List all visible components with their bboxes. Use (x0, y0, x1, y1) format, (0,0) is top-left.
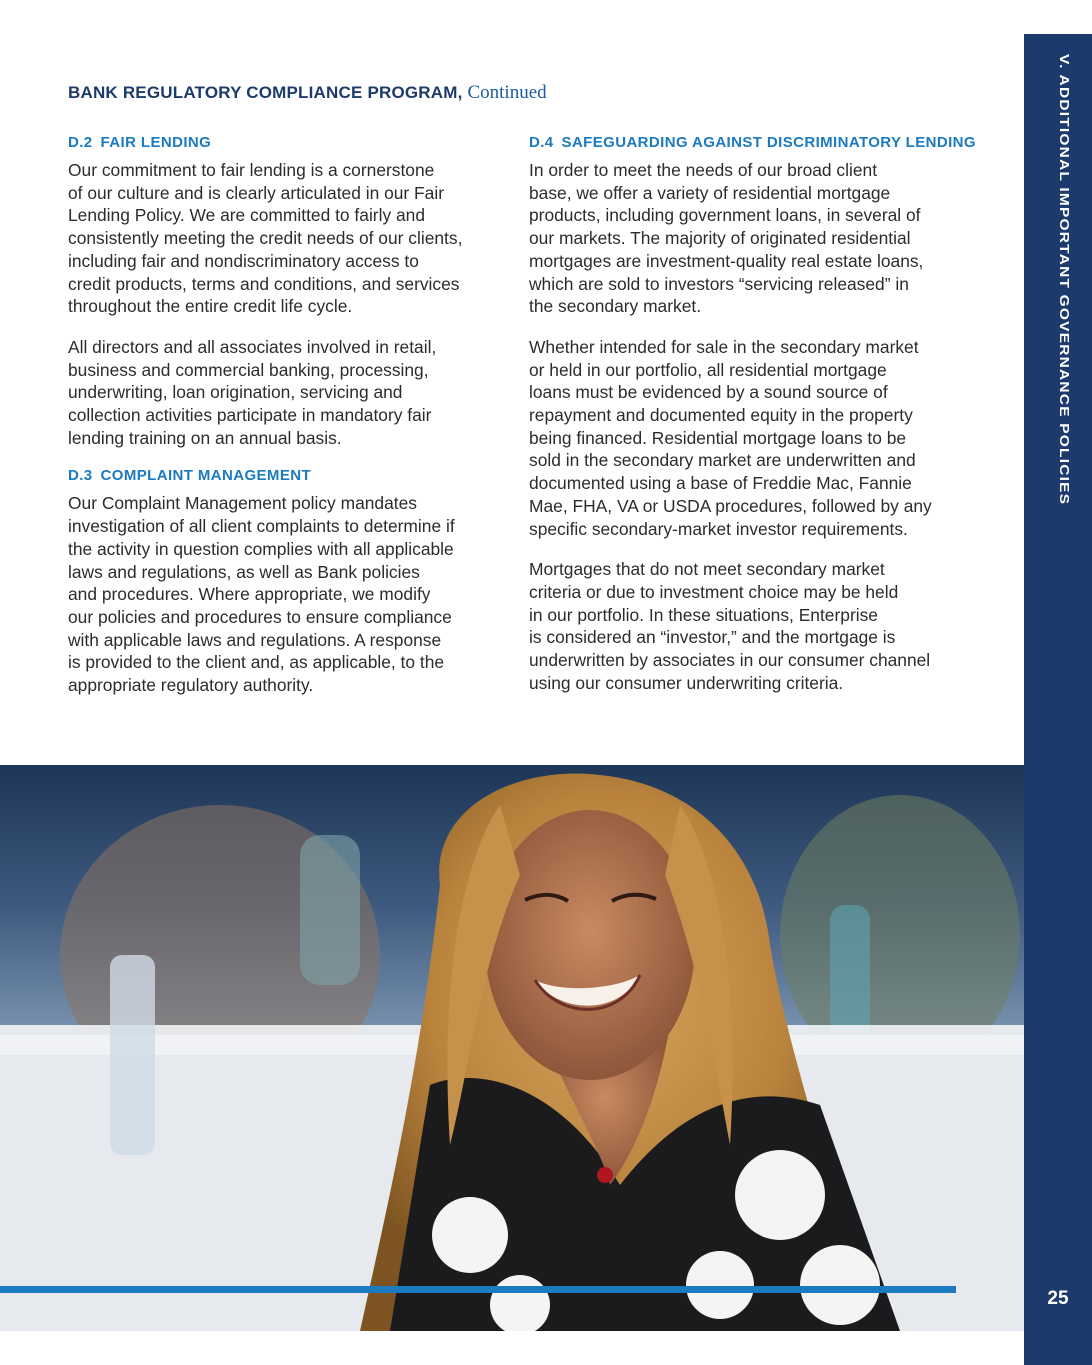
header-continued: Continued (467, 82, 547, 103)
section-title-text: FAIR LENDING (100, 134, 212, 151)
section-heading-d2 (68, 134, 508, 151)
paragraph: In order to meet the needs of our broad client base, we offer a variety of residential mortgage products, including government loans, in several of our markets. The majority of originated residential mortgages are investment-quality real estate loans, which are sold to investors “servicing released” in the secondary market. (529, 160, 924, 317)
accent-line (0, 1286, 956, 1293)
section-heading-d4 (529, 134, 976, 151)
header-title: BANK REGULATORY COMPLIANCE PROGRAM, (68, 83, 463, 102)
section-number: D.2 (68, 134, 93, 151)
section-number: D.3 (68, 467, 93, 485)
paragraph: Mortgages that do not meet secondary market criteria or due to investment choice may be held in our portfolio. In these situations, Enterprise is considered an “investor,” and the mortgage is underwritten by associates in our consumer channel using our consumer underwriting criteria. (529, 559, 931, 693)
page-header (68, 82, 547, 104)
section-title-text: COMPLAINT MANAGEMENT (100, 467, 312, 485)
page-number: 25 (1047, 1288, 1069, 1309)
paragraph: Our commitment to fair lending is a cornerstone of our culture and is clearly articulated in our Fair Lending Policy. We are committed to fairly and consistently meeting the credit needs of our clients, including fair and nondiscriminatory access to credit products, terms and conditions, and services throughout the entire credit life cycle. (68, 160, 463, 317)
left-column (68, 134, 508, 715)
section-title-text: SAFEGUARDING AGAINST DISCRIMINATORY LENDING (561, 134, 976, 151)
section-heading-d3 (68, 467, 508, 484)
photo-smiling-associate (0, 765, 1024, 1331)
section-title: V. ADDITIONAL IMPORTANT GOVERNANCE POLICIES (1056, 54, 1072, 506)
paragraph: Our Complaint Management policy mandates investigation of all client complaints to determine if the activity in question complies with all applicable laws and regulations, as well as Bank policies and procedures. Where appropriate, we modify our policies and procedures to ensure compliance with applicable laws and regulations. A response is provided to the client and, as applicable, to the appropriate regulatory authority. (68, 493, 455, 696)
photo-illustration (0, 765, 1024, 1331)
paragraph: All directors and all associates involved in retail, business and commercial banking, processing, underwriting, loan origination, servicing and collection activities participate in mandatory fair lending training on an annual basis. (68, 336, 437, 448)
right-column (529, 134, 976, 712)
section-number: D.4 (529, 134, 554, 151)
paragraph: Whether intended for sale in the secondary market or held in our portfolio, all residential mortgage loans must be evidenced by a sound source of repayment and documented equity in the property being financed. Residential mortgage loans to be sold in the secondary market are underwritten and documented using a base of Freddie Mac, Fannie Mae, FHA, VA or USDA procedures, followed by any specific secondary-market investor requirements. (529, 336, 932, 539)
